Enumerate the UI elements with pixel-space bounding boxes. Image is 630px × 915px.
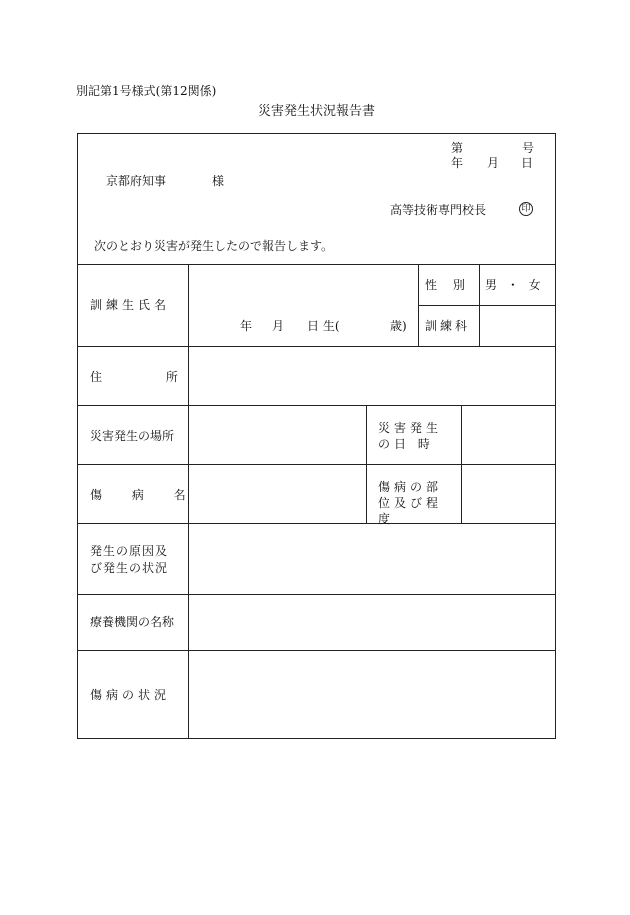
sender: 高等技術専門校長 [390, 203, 487, 217]
injury-part-field[interactable] [463, 466, 554, 522]
injury-name-label: 傷 病 名 [90, 488, 186, 502]
condition-field[interactable] [190, 652, 554, 737]
place-label: 災害発生の場所 [90, 429, 175, 443]
datetime-label: 災害発生の日 時 [378, 421, 443, 451]
injury-name-field[interactable] [190, 466, 365, 522]
facility-field[interactable] [190, 596, 554, 649]
number-suffix: 号 [522, 141, 535, 155]
report-statement: 次のとおり災害が発生したので報告します。 [94, 239, 334, 253]
place-field[interactable] [190, 407, 365, 463]
birth-day-label: 日 生( [307, 319, 340, 333]
condition-label: 傷病の状況 [90, 688, 171, 702]
trainee-name-label: 訓練生氏名 [90, 298, 171, 312]
document-title: 災害発生状況報告書 [258, 104, 376, 119]
course-field[interactable] [481, 307, 554, 345]
number-prefix: 第 [451, 141, 464, 155]
gender-label: 性 別 [425, 278, 471, 292]
date-year: 年 [451, 156, 464, 170]
injury-part-label: 傷病の部位及び程度 [378, 480, 443, 526]
form-reference: 別記第1号様式(第12関係) [76, 84, 217, 98]
datetime-field[interactable] [463, 407, 554, 463]
course-label: 訓練科 [425, 319, 471, 333]
cause-field[interactable] [190, 525, 554, 593]
honorific: 様 [212, 174, 225, 188]
birth-year-label: 年 [240, 319, 253, 333]
gender-options: 男 ・ 女 [485, 278, 544, 292]
address-label: 住 所 [90, 370, 178, 384]
birth-month-label: 月 [272, 319, 285, 333]
address-field[interactable] [190, 348, 554, 404]
date-day: 日 [521, 156, 534, 170]
facility-label: 療養機関の名称 [90, 615, 175, 629]
date-month: 月 [487, 156, 500, 170]
trainee-name-field[interactable] [190, 266, 416, 312]
addressee: 京都府知事 [106, 174, 167, 188]
age-label: 歳) [390, 319, 407, 333]
seal-icon: 印 [519, 202, 533, 216]
cause-label: 発生の原因及び発生の状況 [90, 544, 169, 575]
